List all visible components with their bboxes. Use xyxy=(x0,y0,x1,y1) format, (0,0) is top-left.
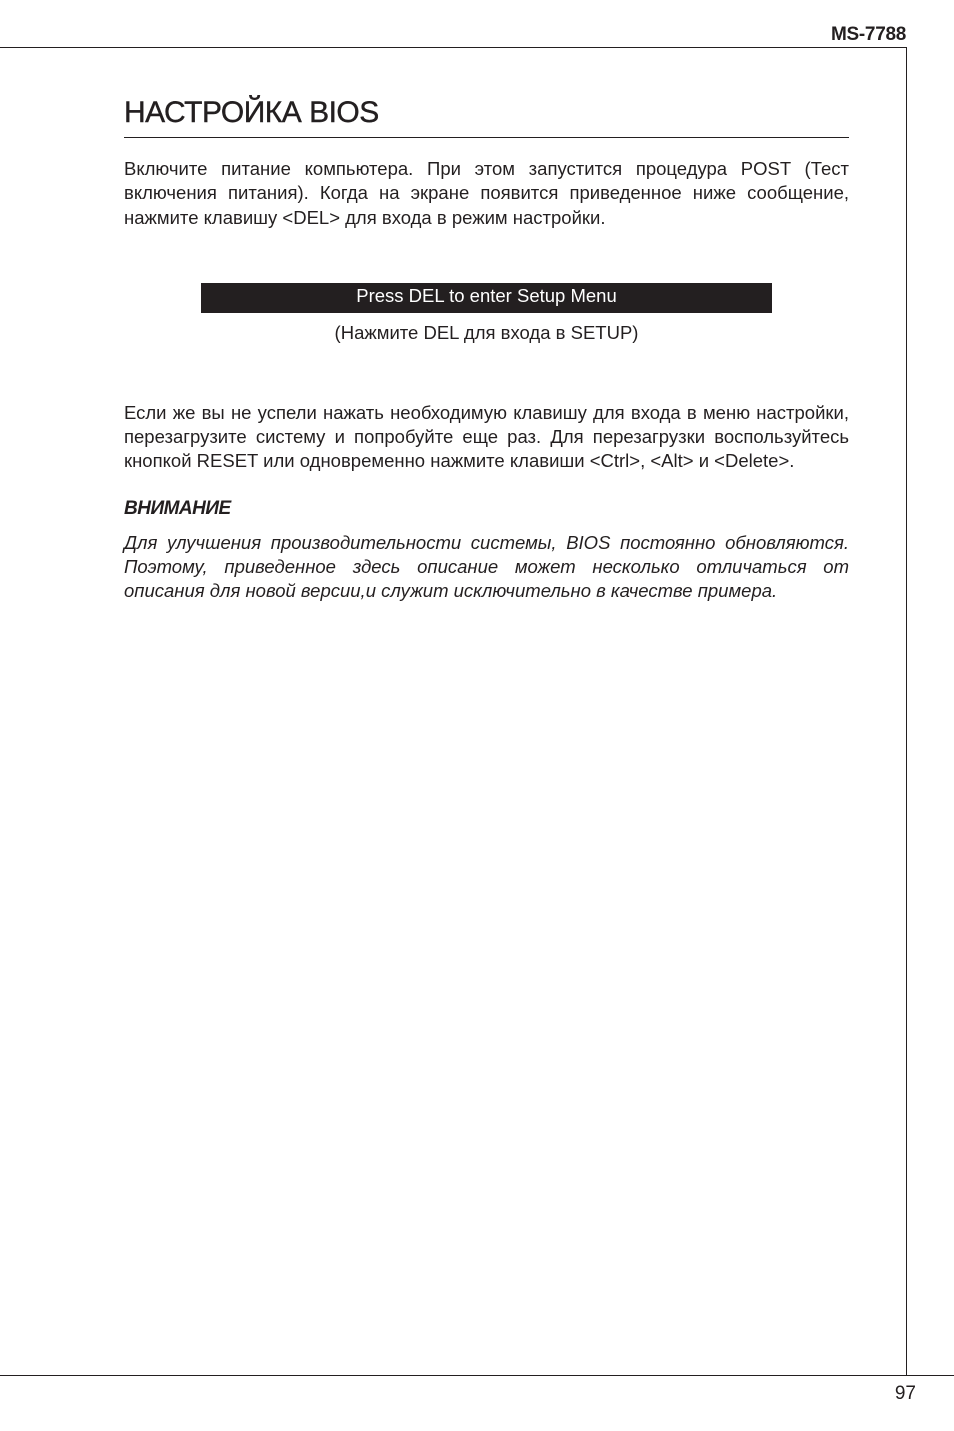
model-name: MS-7788 xyxy=(831,24,906,45)
intro-paragraph: Включите питание компьютера. При этом запустится процедура POST (Тест включения питания). Когда на экране появится приведенное ниже сообщение, нажмите клавишу <DEL> для входа в режим настройки. xyxy=(124,158,849,228)
header-rule xyxy=(0,47,906,48)
margin-rule xyxy=(906,47,907,1375)
note-title: ВНИМАНИЕ xyxy=(124,497,231,519)
page-number: 97 xyxy=(894,1383,916,1404)
note-body: Для улучшения производительности системы, BIOS постоянно обновляются. Поэтому, приведенное здесь описание может несколько отличаться от описания для новой версии,и служит исключительно в качестве примера. xyxy=(124,531,849,602)
retry-paragraph: Если же вы не успели нажать необходимую клавишу для входа в меню настройки, перезагрузите систему и попробуйте еще раз. Для перезагрузки воспользуйтесь кнопкой RESET или одновременно нажмите клавиши <Ctrl>, <Alt> и <Delete>. xyxy=(124,401,849,472)
page-title: НАСТРОЙКА BIOS xyxy=(124,96,849,138)
setup-prompt-bar: Press DEL to enter Setup Menu xyxy=(201,283,772,313)
page-content xyxy=(124,96,849,604)
footer-rule xyxy=(0,1375,954,1376)
setup-prompt-caption: (Нажмите DEL для входа в SETUP) xyxy=(334,321,639,343)
